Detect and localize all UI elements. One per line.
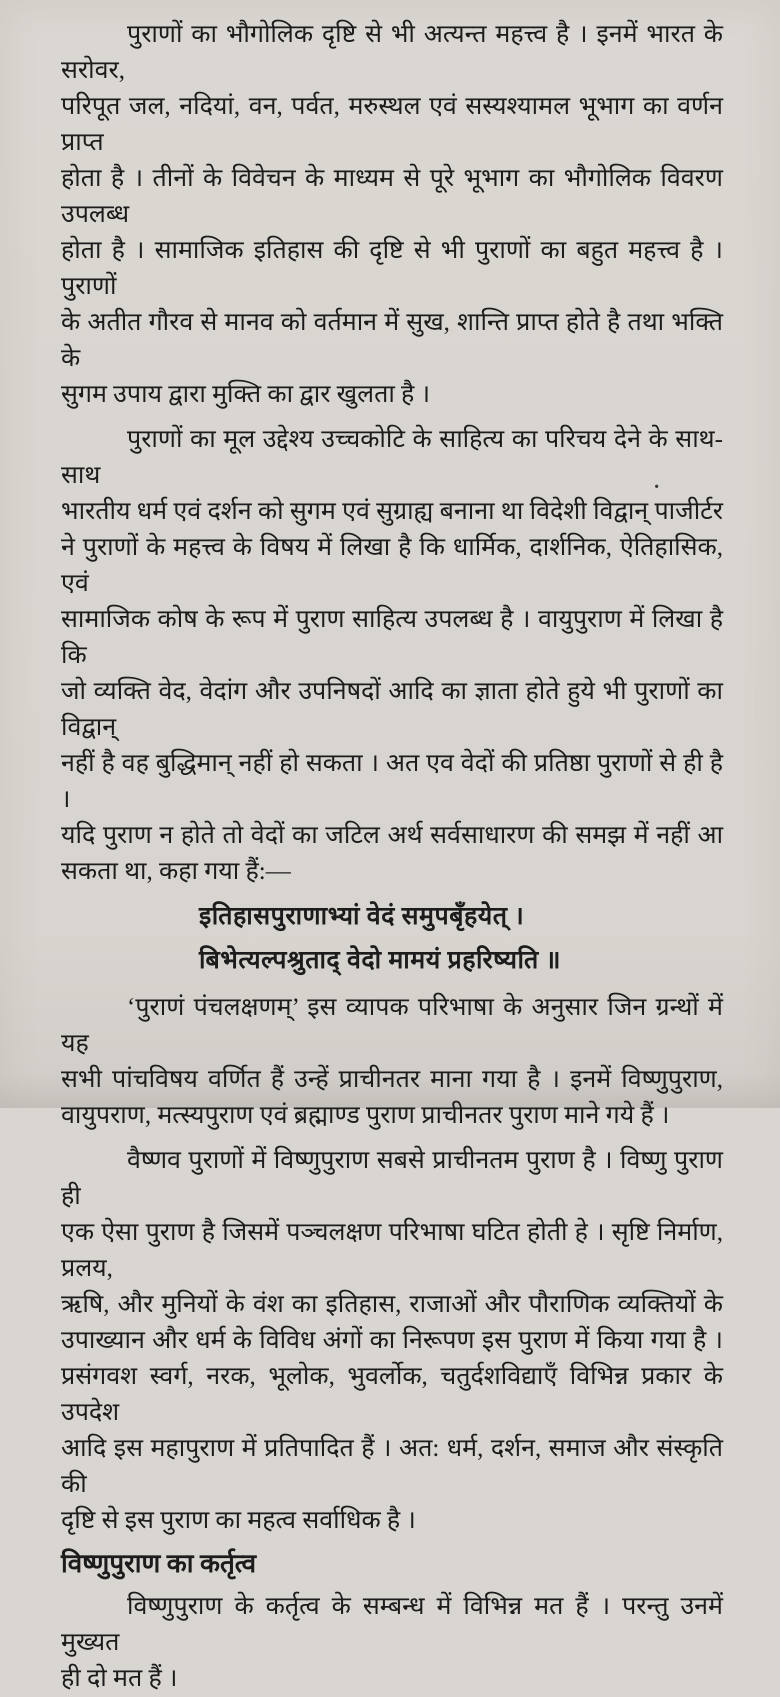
text-line: वायुपराण, मत्स्यपुराण एवं ब्रह्माण्ड पुराण प्राचीनतर पुराण माने गये हैं । [61,1102,670,1129]
text-line: जो व्यक्ति वेद, वेदांग और उपनिषदों आदि का ज्ञाता होते हुये भी पुराणों का विद्वान् [61,678,723,741]
text-line: प्रसंगवश स्वर्ग, नरक, भूलोक, भुवर्लोक, चतुर्दशविद्याएँ विभिन्न प्रकार के उपदेश [61,1363,723,1426]
text-line: विष्णुपुराण के कर्तृत्व के सम्बन्ध में विभिन्न मत हैं । परन्तु उनमें मुख्यत [61,1593,723,1656]
text-line: सभी पांचविषय वर्णित हैं उन्हें प्राचीनतर माना गया है । इनमें विष्णुपुराण, [61,1066,723,1093]
verse-line: इतिहासपुराणाभ्यां वेदं समुपबृँहयेत् । [199,903,525,930]
text-line: यदि पुराण न होते तो वेदों का जटिल अर्थ सर्वसाधारण की समझ में नहीं आ [61,822,723,849]
text-line: नहीं है वह बुद्धिमान् नहीं हो सकता । अत एव वेदों की प्रतिष्ठा पुराणों से ही है । [61,750,723,813]
verse-line: बिभेत्यल्पश्रुताद् वेदो मामयं प्रहरिष्यति ॥ [199,947,562,974]
text-line: सकता था, कहा गया हैं:— [61,858,291,885]
sanskrit-verse [61,895,723,983]
text-line: परिपूत जल, नदियां, वन, पर्वत, मरुस्थल एवं सस्यश्यामल भूभाग का वर्णन प्राप्त [61,93,723,156]
text-line: सुगम उपाय द्वारा मुक्ति का द्वार खुलता है । [61,381,431,408]
paragraph [61,17,723,413]
text-line: ही दो मत हैं । [61,1665,178,1692]
text-line: ऋषि, और मुनियों के वंश का इतिहास, राजाओं और पौराणिक व्यक्तियों के [61,1291,723,1318]
paragraph [61,1589,723,1697]
text-line: सामाजिक कोष के रूप में पुराण साहित्य उपलब्ध है । वायुपुराण में लिखा है कि [61,606,723,669]
text-line: उपाख्यान और धर्म के विविध अंगों का निरूपण इस पुराण में किया गया है । [61,1327,723,1354]
text-line: ‘पुराणं पंचलक्षणम्’ इस व्यापक परिभाषा के अनुसार जिन ग्रन्थों में यह [61,994,723,1057]
text-line: दृष्टि से इस पुराण का महत्व सर्वाधिक है । [61,1507,416,1534]
paragraph [61,422,723,890]
paragraph [61,1143,723,1539]
text-line: आदि इस महापुराण में प्रतिपादित हैं । अत: धर्म, दर्शन, समाज और संस्कृति की [61,1435,723,1498]
text-line: ने पुराणों के महत्त्व के विषय में लिखा है कि धार्मिक, दार्शनिक, ऐतिहासिक, एवं [61,534,723,597]
text-line: भारतीय धर्म एवं दर्शन को सुगम एवं सुग्राह्य बनाना था विदेशी विद्वान् पाजीर्टर [61,498,723,525]
section-heading: विष्णुपुराण का कर्तृत्व [61,1549,257,1578]
text-line: के अतीत गौरव से मानव को वर्तमान में सुख, शान्ति प्राप्त होते है तथा भक्ति के [61,309,723,372]
paragraph [61,990,723,1134]
text-line: पुराणों का मूल उद्देश्य उच्चकोटि के साहित्य का परिचय देने के साथ-साथ [61,426,723,489]
text-line: पुराणों का भौगोलिक दृष्टि से भी अत्यन्त महत्त्व है । इनमें भारत के सरोवर, [61,21,723,84]
text-line: वैष्णव पुराणों में विष्णुपुराण सबसे प्राचीनतम पुराण है । विष्णु पुराण ही [61,1147,723,1210]
text-line: होता है । तीनों के विवेचन के माध्यम से पूरे भूभाग का भौगोलिक विवरण उपलब्ध [61,165,723,228]
text-line: होता है । सामाजिक इतिहास की दृष्टि से भी पुराणों का बहुत महत्त्व है । पुराणों [61,237,723,300]
ink-dot-artifact: · [652,472,662,503]
text-line: एक ऐसा पुराण है जिसमें पञ्चलक्षण परिभाषा घटित होती हे । सृष्टि निर्माण, प्रलय, [61,1219,723,1282]
